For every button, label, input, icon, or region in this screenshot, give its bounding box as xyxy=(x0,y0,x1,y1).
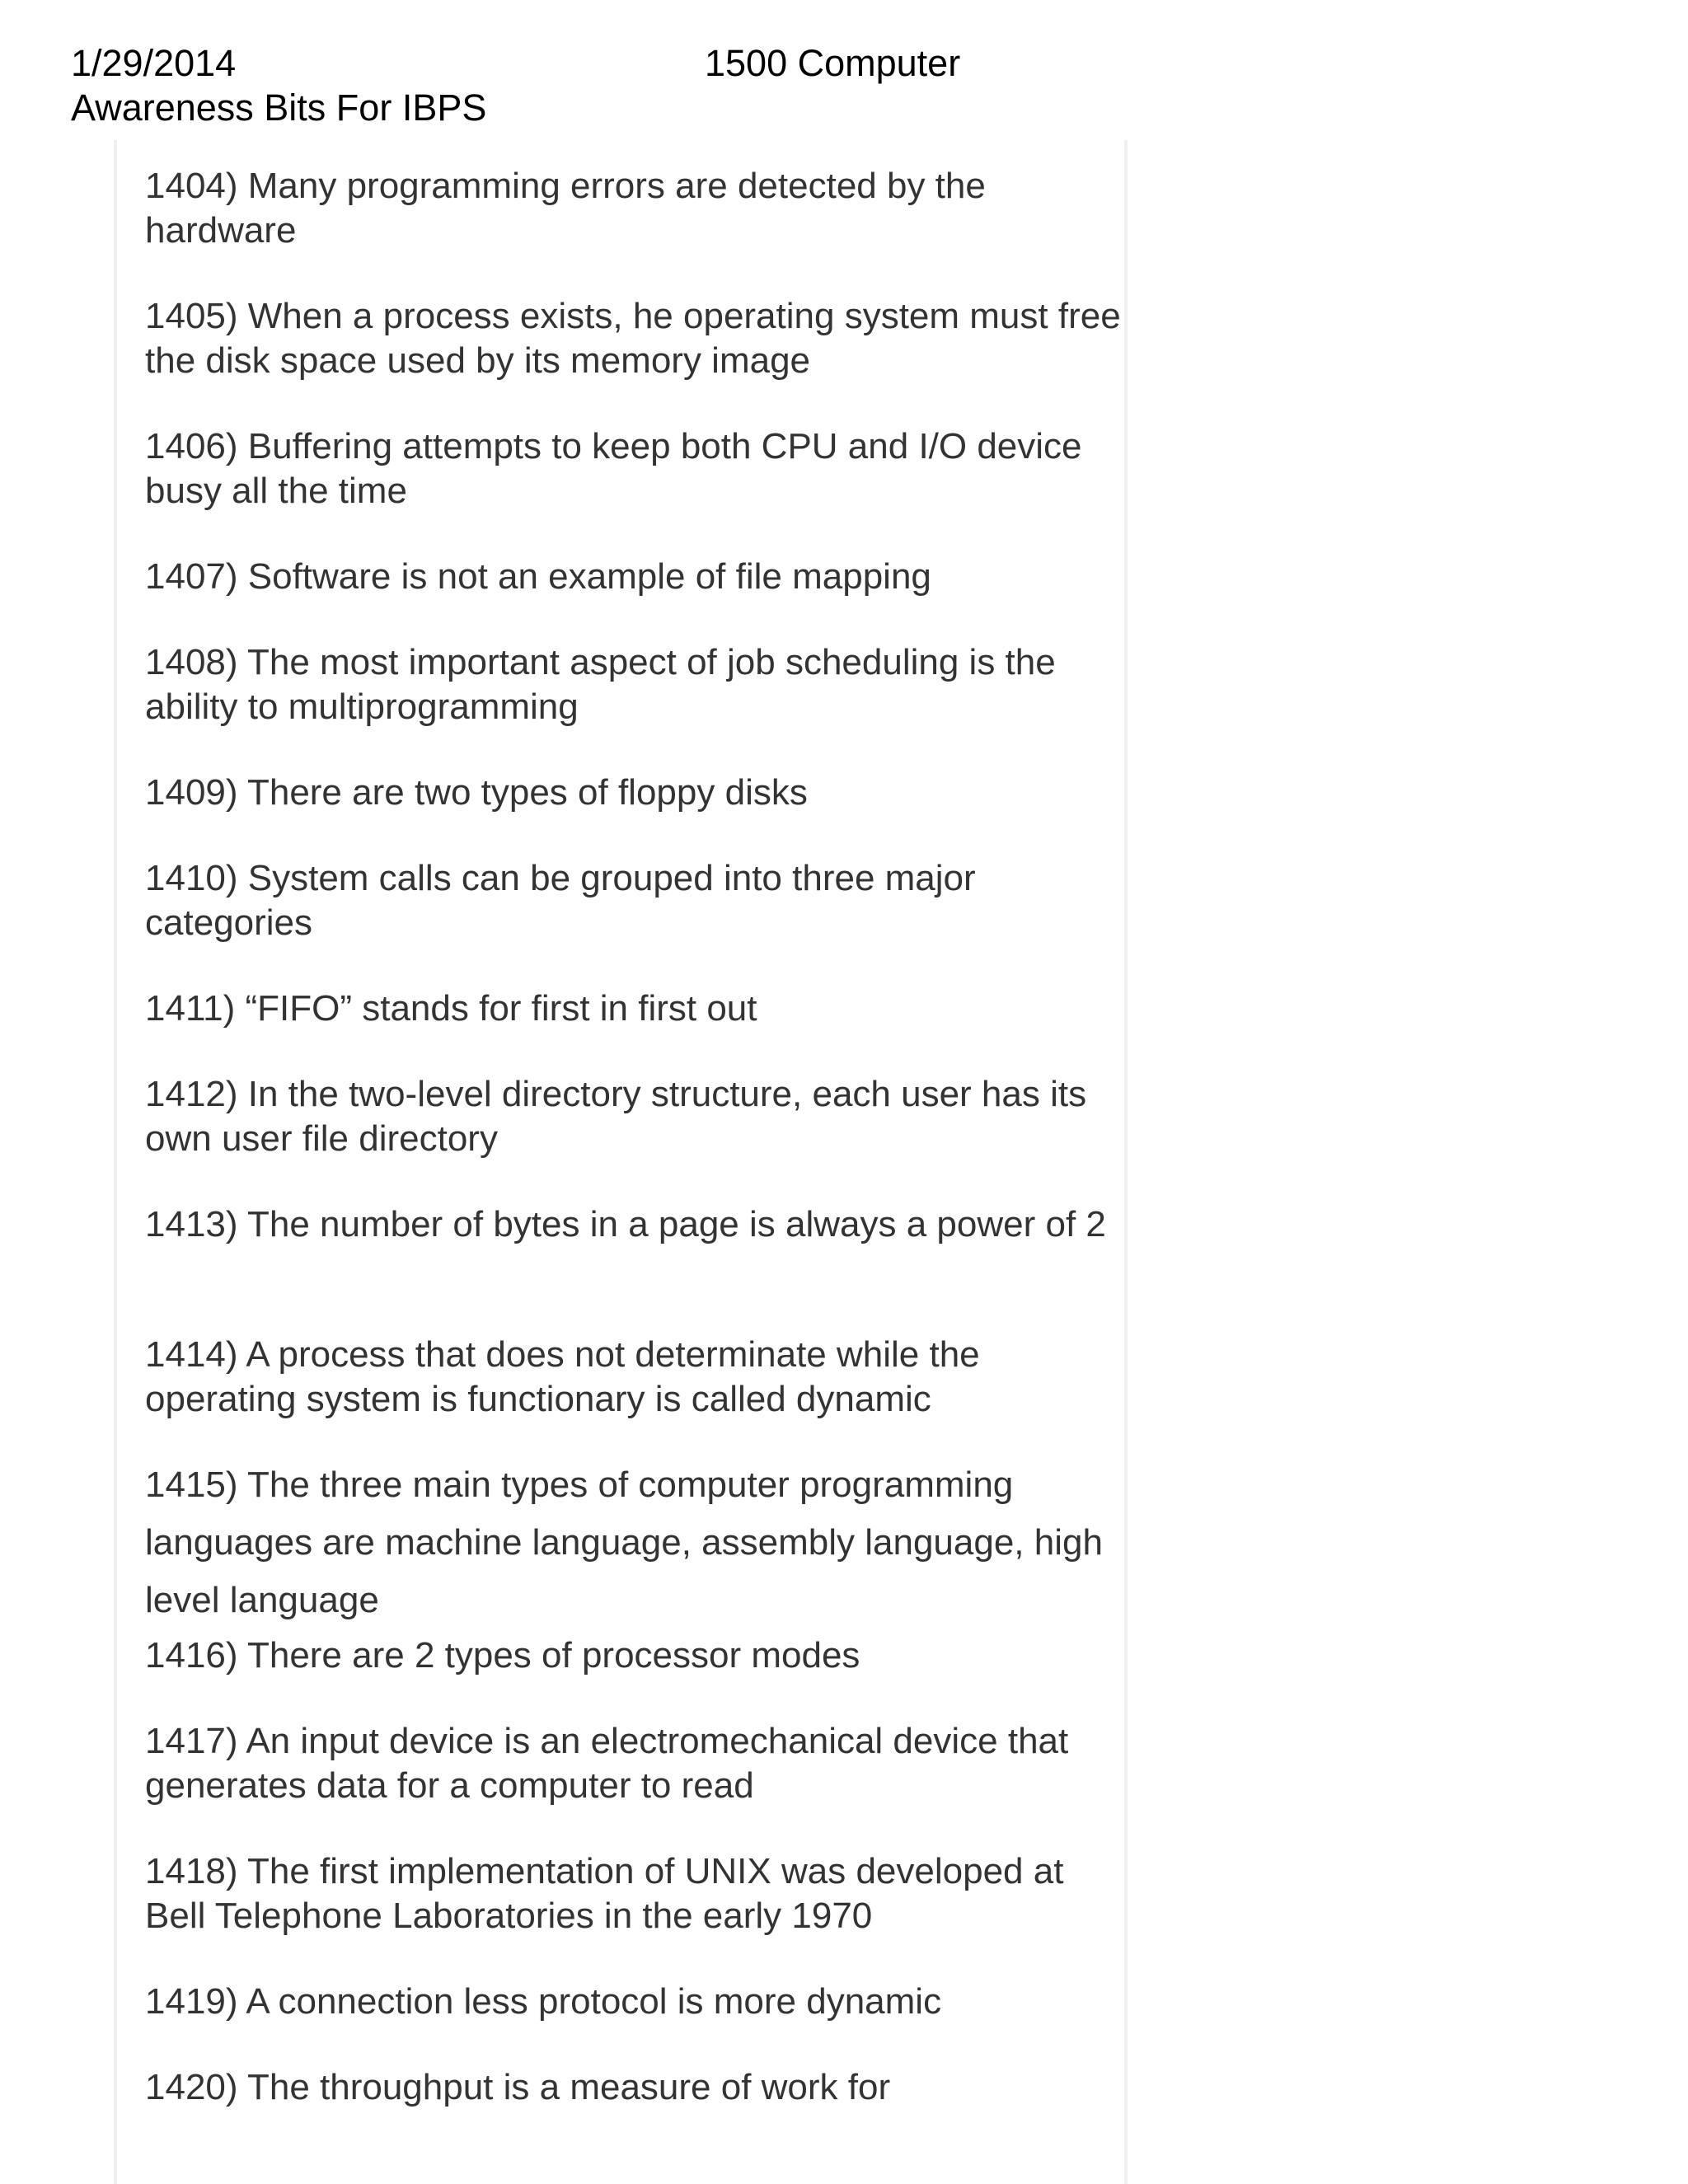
list-item: 1419) A connection less protocol is more dynamic xyxy=(145,1981,942,2022)
list-item: 1411) “FIFO” stands for first in first out xyxy=(145,988,757,1029)
list-item: 1410) System calls can be grouped into three major categories xyxy=(145,858,976,943)
list-item: 1407) Software is not an example of file mapping xyxy=(145,556,931,597)
list-item: 1404) Many programming errors are detected by the hardware xyxy=(145,166,986,251)
list-item: 1408) The most important aspect of job scheduling is the ability to multiprogramming xyxy=(145,642,1056,727)
list-item: 1406) Buffering attempts to keep both CPU and I/O device busy all the time xyxy=(145,426,1082,511)
list-item: 1414) A process that does not determinate while the operating system is functionary is called dynamic xyxy=(145,1334,980,1419)
header-date: 1/29/2014 xyxy=(71,42,237,84)
list-item: 1420) The throughput is a measure of work for xyxy=(145,2067,891,2107)
page-header xyxy=(0,0,1688,140)
list-item: 1409) There are two types of floppy disks xyxy=(145,772,808,813)
list-item: 1412) In the two-level directory structure, each user has its own user file directory xyxy=(145,1074,1087,1159)
header-title: 1500 Computer xyxy=(705,42,961,84)
list-item: 1415) The three main types of computer programming languages are machine language, assembly language, high level language xyxy=(145,1465,1103,1620)
content-column xyxy=(114,140,1128,2184)
list-item: 1416) There are 2 types of processor modes xyxy=(145,1635,860,1675)
list-item: 1413) The number of bytes in a page is always a power of 2 xyxy=(145,1204,1106,1244)
header-subtitle: Awareness Bits For IBPS xyxy=(71,87,487,129)
list-item: 1405) When a process exists, he operating system must free the disk space used by its memory image xyxy=(145,296,1121,381)
list-item: 1417) An input device is an electromechanical device that generates data for a computer to read xyxy=(145,1721,1069,1806)
list-item: 1418) The first implementation of UNIX was developed at Bell Telephone Laboratories in the early 1970 xyxy=(145,1851,1064,1936)
